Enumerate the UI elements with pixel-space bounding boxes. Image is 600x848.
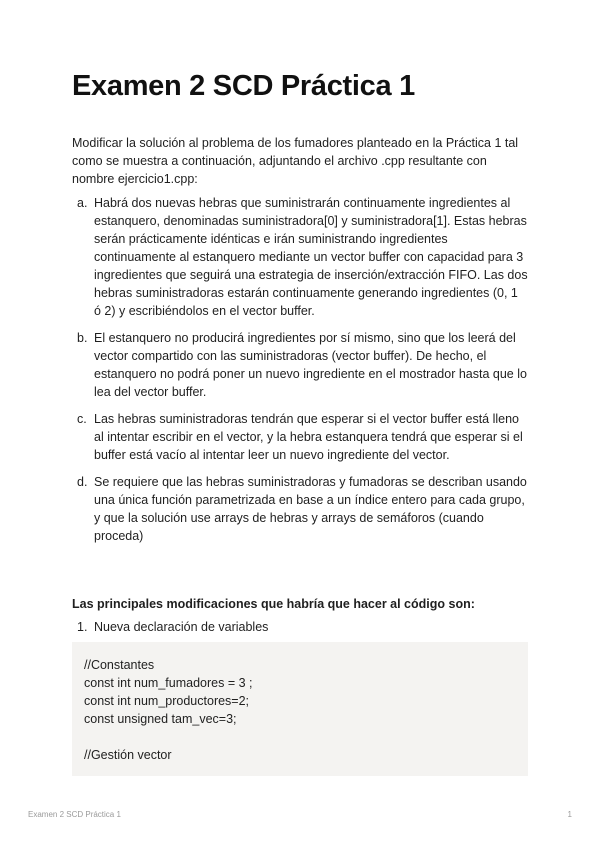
code-line xyxy=(84,728,516,746)
list-marker: d. xyxy=(77,475,88,489)
list-item-text: Nueva declaración de variables xyxy=(94,620,269,634)
footer-title: Examen 2 SCD Práctica 1 xyxy=(28,810,121,819)
task-list xyxy=(72,194,528,554)
modifications-heading: Las principales modificaciones que habría que hacer al código son: xyxy=(72,597,475,611)
code-line: const int num_fumadores = 3 ; xyxy=(84,676,253,690)
page-title: Examen 2 SCD Práctica 1 xyxy=(72,70,415,102)
code-block xyxy=(72,642,528,776)
list-item-text: Las hebras suministradoras tendrán que esperar si el vector buffer está lleno al intentar escribir en el vector, y la hebra estanquera tendrá que esperar si el buffer está vacío al intentar leer un nuevo ingrediente del vector. xyxy=(94,412,523,462)
page-number: 1 xyxy=(567,810,572,819)
list-item-text: Se requiere que las hebras suministradoras y fumadoras se describan usando una única función parametrizada en base a un índice entero para cada grupo, y que la solución use arrays de hebras y arrays de semáforos (cuando proceda) xyxy=(94,475,527,543)
intro-paragraph: Modificar la solución al problema de los fumadores planteado en la Práctica 1 tal como se muestra a continuación, adjuntando el archivo .cpp resultante con nombre ejercicio1.cpp: xyxy=(72,136,519,186)
list-item xyxy=(72,194,528,320)
list-item xyxy=(72,329,528,401)
list-marker: a. xyxy=(77,196,88,210)
list-marker: c. xyxy=(77,412,87,426)
list-marker: b. xyxy=(77,331,88,345)
list-item xyxy=(72,618,268,636)
modifications-list xyxy=(72,618,268,636)
code-line: //Constantes xyxy=(84,658,155,672)
list-item xyxy=(72,410,528,464)
list-item-text: El estanquero no producirá ingredientes por sí mismo, sino que los leerá del vector compartido con las suministradoras (vector buffer). De hecho, el estanquero no podrá poner un nuevo ingrediente en el mostrador hasta que lo lea del vector buffer. xyxy=(94,331,527,399)
code-line: const unsigned tam_vec=3; xyxy=(84,712,237,726)
code-line: const int num_productores=2; xyxy=(84,694,250,708)
list-marker: 1. xyxy=(77,620,88,634)
list-item xyxy=(72,473,528,545)
code-line: //Gestión vector xyxy=(84,748,172,762)
list-item-text: Habrá dos nuevas hebras que suministrarán continuamente ingredientes al estanquero, denominadas suministradora[0] y suministradora[1]. Estas hebras serán prácticamente idénticas e irán suministrando ingredientes continuamente al estanquero mediante un vector buffer con capacidad para 3 ingredientes que seguirá una estrategia de inserción/extracción FIFO. Las dos hebras suministradoras estarán continuamente generando ingredientes (0, 1 ó 2) y escribiéndolos en el vector buffer. xyxy=(94,196,528,318)
